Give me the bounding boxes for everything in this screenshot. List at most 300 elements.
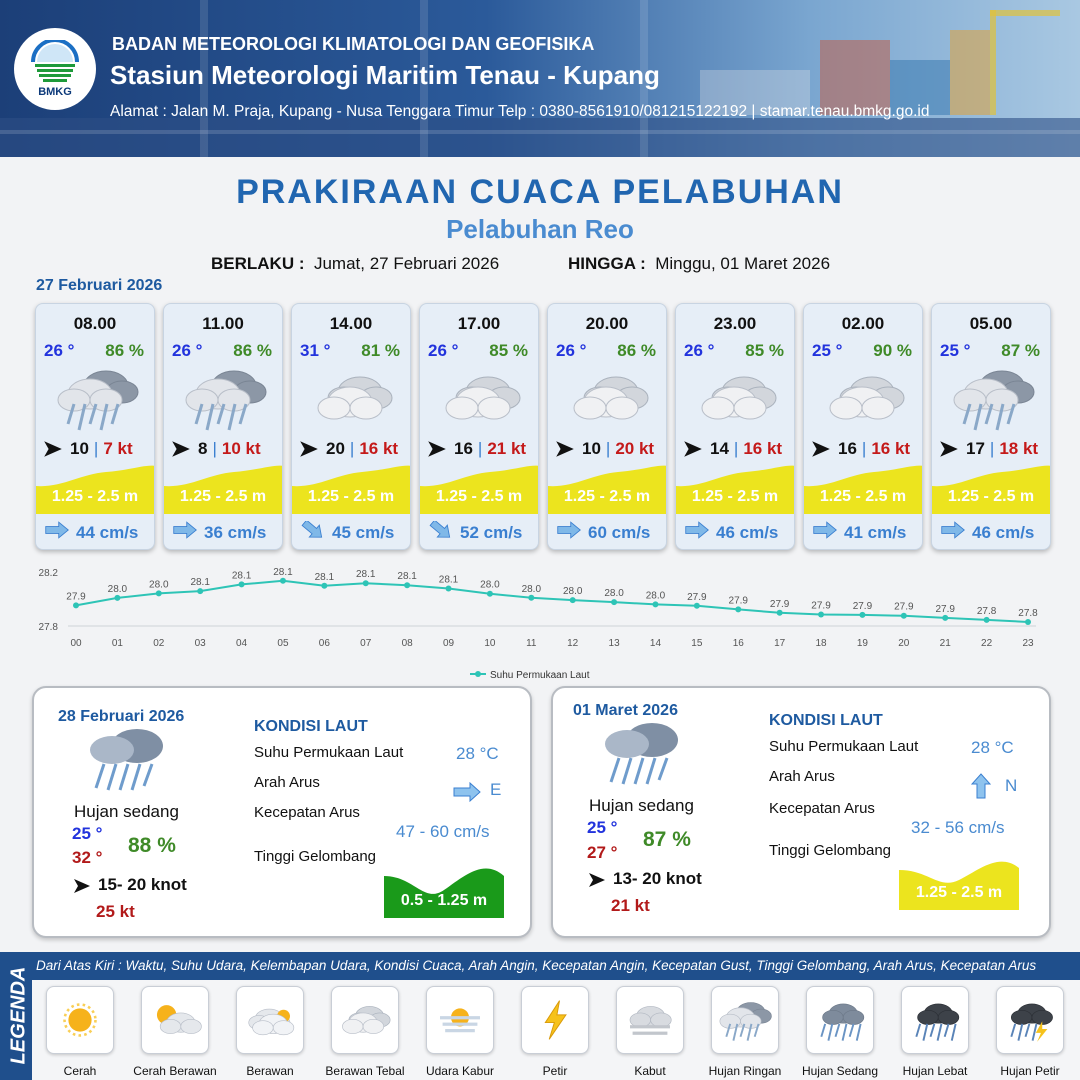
day1-sst: 28 °C xyxy=(456,744,499,763)
wind-row xyxy=(298,439,408,459)
legend-marker xyxy=(475,671,481,677)
legend-label: Berawan xyxy=(246,1064,294,1078)
current-arrow-north-icon xyxy=(971,772,991,800)
legend-side xyxy=(0,952,32,1080)
wind-arrow-icon xyxy=(298,440,320,458)
current-arrow-east-icon xyxy=(684,521,710,539)
legend-label: Petir xyxy=(542,1064,568,1078)
legend-icon-box xyxy=(426,986,494,1054)
day2-sst-label: Suhu Permukaan Laut xyxy=(769,738,919,755)
sst-point xyxy=(280,578,286,584)
forecast-temp: 26 ° xyxy=(172,341,203,360)
rain-light-icon xyxy=(180,362,270,434)
day2-condition: Hujan sedang xyxy=(589,796,694,815)
forecast-time: 20.00 xyxy=(585,314,629,333)
thick-cloud-icon xyxy=(692,362,782,434)
x-tick-label: 22 xyxy=(981,638,993,649)
legend-description: Dari Atas Kiri : Waktu, Suhu Udara, Kelembapan Udara, Kondisi Cuaca, Arah Angin, Kecepatan Angin, Kecepatan Gust, Tinggi Gelombang, Arah Arus, Kecepatan Arus xyxy=(36,958,1037,973)
forecast-temp: 26 ° xyxy=(428,341,459,360)
day2-wind: 13- 20 knot xyxy=(613,869,702,888)
y-tick-label: 28.2 xyxy=(38,568,58,579)
weather-icon-slot xyxy=(180,362,270,434)
wind-speed: 10 xyxy=(70,439,89,458)
sst-data-label: 28.1 xyxy=(231,570,252,582)
wind-arrow-icon xyxy=(682,440,704,458)
day1-panel xyxy=(32,686,532,938)
legend-item xyxy=(616,986,688,1054)
sst-point xyxy=(777,610,783,616)
legend-item xyxy=(996,986,1068,1054)
forecast-temp: 26 ° xyxy=(684,341,715,360)
wind-row xyxy=(170,439,280,459)
day1-speed-label: Kecepatan Arus xyxy=(254,804,360,821)
forecast-time: 11.00 xyxy=(202,314,244,333)
legend-item xyxy=(236,986,308,1054)
sst-data-label: 27.9 xyxy=(811,600,831,612)
wave-height: 1.25 - 2.5 m xyxy=(435,488,523,505)
day2-wave: 1.25 - 2.5 m xyxy=(915,884,1003,901)
forecast-humidity: 86 % xyxy=(617,341,656,360)
wind-row xyxy=(426,439,536,459)
day2-sst: 28 °C xyxy=(971,738,1014,757)
day1-current-speed: 47 - 60 cm/s xyxy=(396,822,490,841)
sst-data-label: 28.1 xyxy=(438,574,459,586)
current-arrow-east-icon xyxy=(940,521,966,539)
gust-speed: 21 kt xyxy=(487,439,527,458)
day2-temp-min: 25 ° xyxy=(587,818,618,837)
day2-current-dir: N xyxy=(1005,776,1018,795)
bmkg-logo xyxy=(14,28,96,110)
current-arrow-east-icon xyxy=(452,782,482,802)
current-row xyxy=(684,521,778,544)
legend-label: Hujan Ringan xyxy=(708,1064,782,1078)
wind-row xyxy=(42,439,152,459)
sst-point xyxy=(73,602,79,608)
x-tick-label: 12 xyxy=(567,638,579,649)
gust-speed: 10 kt xyxy=(221,439,261,458)
legend-item xyxy=(46,986,118,1054)
forecast-card xyxy=(291,303,411,550)
x-tick-label: 05 xyxy=(277,638,289,649)
wind-separator: | xyxy=(989,439,995,458)
gust-speed: 16 kt xyxy=(871,439,911,458)
sst-point xyxy=(942,615,948,621)
forecast-time: 23.00 xyxy=(713,314,757,333)
forecast-time: 14.00 xyxy=(329,314,373,333)
x-tick-label: 07 xyxy=(360,638,372,649)
current-row xyxy=(428,521,522,544)
x-tick-label: 17 xyxy=(774,638,786,649)
x-tick-label: 08 xyxy=(401,638,413,649)
sst-point xyxy=(404,582,410,588)
x-tick-label: 19 xyxy=(856,638,868,649)
sst-point xyxy=(694,603,700,609)
legend-icon-box xyxy=(521,986,589,1054)
wind-speed: 8 xyxy=(198,439,208,458)
wind-speed: 16 xyxy=(838,439,857,458)
legend-item xyxy=(521,986,593,1054)
x-tick-label: 01 xyxy=(111,638,123,649)
current-row xyxy=(300,521,394,544)
current-speed: 46 cm/s xyxy=(716,522,779,542)
weather-icon-slot xyxy=(436,362,526,434)
rain-heavy-icon xyxy=(906,996,964,1044)
legend-item xyxy=(331,986,403,1054)
current-row xyxy=(172,521,266,544)
valid-to xyxy=(568,254,830,274)
current-row xyxy=(812,521,906,544)
wind-speed: 16 xyxy=(454,439,473,458)
wind-row xyxy=(810,439,920,459)
sun-cloud-icon xyxy=(146,996,204,1044)
gust-speed: 18 kt xyxy=(999,439,1039,458)
x-tick-label: 06 xyxy=(318,638,330,649)
sst-point xyxy=(652,601,658,607)
x-tick-label: 13 xyxy=(608,638,620,649)
forecast-humidity: 87 % xyxy=(1001,341,1040,360)
day2-panel xyxy=(551,686,1051,938)
forecast-humidity: 90 % xyxy=(873,341,912,360)
sst-data-label: 28.1 xyxy=(273,566,293,578)
wind-speed: 10 xyxy=(582,439,601,458)
sst-point xyxy=(735,606,741,612)
sst-point xyxy=(859,612,865,618)
sst-data-label: 27.9 xyxy=(769,598,790,610)
day2-kondisi-title: KONDISI LAUT xyxy=(769,712,883,729)
day1-wind: 15- 20 knot xyxy=(98,875,187,894)
address-line: Alamat : Jalan M. Praja, Kupang - Nusa Tenggara Timur Telp : 0380-8561910/081215122192 | stamar.tenau.bmkg.go.id xyxy=(110,103,930,120)
wave-height: 1.25 - 2.5 m xyxy=(179,488,267,505)
legend-label: Hujan Petir xyxy=(1000,1064,1060,1078)
legend-icon-box xyxy=(996,986,1064,1054)
sst-data-label: 28.0 xyxy=(521,583,542,595)
legend-title: LEGENDA xyxy=(7,966,30,1065)
valid-to-value: Minggu, 01 Maret 2026 xyxy=(655,254,831,273)
sst-point xyxy=(363,580,369,586)
wind-speed: 20 xyxy=(326,439,345,458)
day2-speed-label: Kecepatan Arus xyxy=(769,800,875,817)
weather-icon-slot xyxy=(52,362,142,434)
sst-point xyxy=(570,597,576,603)
legend-label: Hujan Sedang xyxy=(801,1064,879,1078)
x-tick-label: 21 xyxy=(939,638,951,649)
sst-point xyxy=(487,591,493,597)
wind-separator: | xyxy=(733,439,739,458)
forecast-card xyxy=(931,303,1051,550)
thick-cloud-icon xyxy=(436,362,526,434)
day2-gust: 21 kt xyxy=(611,896,650,915)
legend-label: Cerah xyxy=(63,1064,97,1078)
forecast-temp: 26 ° xyxy=(44,341,75,360)
wave-height: 1.25 - 2.5 m xyxy=(307,488,395,505)
forecast-temp: 31 ° xyxy=(300,341,331,360)
forecast-card xyxy=(163,303,283,550)
legend-icon-box xyxy=(901,986,969,1054)
wind-separator: | xyxy=(605,439,611,458)
x-tick-label: 10 xyxy=(484,638,496,649)
valid-from-label: BERLAKU : xyxy=(211,254,305,273)
wind-row xyxy=(938,439,1048,459)
day1-date: 28 Februari 2026 xyxy=(58,708,185,725)
sst-point xyxy=(321,583,327,589)
thick-cloud-icon xyxy=(308,362,398,434)
page-title: PRAKIRAAN CUACA PELABUHAN xyxy=(236,173,844,211)
x-tick-label: 16 xyxy=(732,638,744,649)
forecast-humidity: 81 % xyxy=(361,341,400,360)
sst-data-label: 28.0 xyxy=(480,579,500,591)
current-speed: 60 cm/s xyxy=(588,522,651,542)
sst-data-label: 27.9 xyxy=(852,600,873,612)
day1-kondisi-title: KONDISI LAUT xyxy=(254,718,368,735)
x-tick-label: 09 xyxy=(442,638,455,649)
current-speed: 41 cm/s xyxy=(844,522,907,542)
wind-arrow-icon xyxy=(587,872,607,888)
current-arrow-east-icon xyxy=(172,521,198,539)
wind-separator: | xyxy=(861,439,867,458)
legend-item xyxy=(141,986,213,1054)
rain-light-icon xyxy=(716,996,774,1044)
day1-condition: Hujan sedang xyxy=(74,802,179,821)
weather-icon-slot xyxy=(308,362,398,434)
current-row xyxy=(556,521,650,544)
sst-data-label: 28.1 xyxy=(397,571,417,583)
wind-arrow-icon xyxy=(810,440,832,458)
fog-icon xyxy=(621,996,679,1044)
sun-icon xyxy=(51,996,109,1044)
current-arrow-southeast-icon xyxy=(300,521,326,539)
forecast-humidity: 86 % xyxy=(233,341,272,360)
forecast-time: 17.00 xyxy=(457,314,501,333)
current-row xyxy=(940,521,1034,544)
day2-date: 01 Maret 2026 xyxy=(573,702,678,719)
sst-point xyxy=(197,588,203,594)
current-speed: 46 cm/s xyxy=(972,522,1035,542)
legend-item xyxy=(806,986,878,1054)
wave-height: 1.25 - 2.5 m xyxy=(691,488,779,505)
current-arrow-southeast-icon xyxy=(428,521,454,539)
wind-arrow-icon xyxy=(72,878,92,894)
legend-label: Udara Kabur xyxy=(425,1064,495,1078)
legend-icon-box xyxy=(331,986,399,1054)
day1-current-dir: E xyxy=(490,780,502,799)
station-name: Stasiun Meteorologi Maritim Tenau - Kupang xyxy=(110,60,660,90)
legend-icon-box xyxy=(236,986,304,1054)
legend-label: Hujan Lebat xyxy=(902,1064,968,1078)
thick-cloud-icon xyxy=(564,362,654,434)
wind-row xyxy=(554,439,664,459)
sst-point xyxy=(156,590,162,596)
wave-height: 1.25 - 2.5 m xyxy=(947,488,1035,505)
legend-icon-box xyxy=(616,986,684,1054)
legend-label: Kabut xyxy=(634,1064,666,1078)
gust-speed: 16 kt xyxy=(743,439,783,458)
x-tick-label: 00 xyxy=(70,638,82,649)
forecast-card xyxy=(35,303,155,550)
wind-arrow-icon xyxy=(42,440,64,458)
x-tick-label: 11 xyxy=(526,638,537,649)
weather-icon-slot xyxy=(948,362,1038,434)
wave-height: 1.25 - 2.5 m xyxy=(819,488,907,505)
gust-speed: 16 kt xyxy=(359,439,399,458)
forecast-card xyxy=(419,303,539,550)
forecast-temp: 26 ° xyxy=(556,341,587,360)
sst-data-label: 28.0 xyxy=(149,579,169,591)
legend-icon-box xyxy=(711,986,779,1054)
port-name: Pelabuhan Reo xyxy=(446,214,634,244)
x-tick-label: 04 xyxy=(236,638,248,649)
lightning-icon xyxy=(526,996,584,1044)
legend-label: Berawan Tebal xyxy=(325,1064,405,1078)
wind-arrow-icon xyxy=(426,440,448,458)
x-tick-label: 18 xyxy=(815,638,827,649)
sst-data-label: 27.9 xyxy=(894,601,914,613)
x-tick-label: 20 xyxy=(898,638,910,649)
forecast-time: 08.00 xyxy=(73,314,117,333)
sst-data-label: 27.9 xyxy=(687,591,707,603)
weather-icon-slot xyxy=(692,362,782,434)
thick-cloud-icon xyxy=(820,362,910,434)
wind-speed: 14 xyxy=(710,439,729,458)
day2-humidity: 87 % xyxy=(643,828,691,851)
sst-data-label: 28.1 xyxy=(356,569,376,581)
sst-data-label: 27.9 xyxy=(728,595,748,607)
haze-icon xyxy=(431,996,489,1044)
sst-data-label: 27.8 xyxy=(976,605,997,617)
current-speed: 44 cm/s xyxy=(76,522,139,542)
sst-data-label: 28.0 xyxy=(604,588,624,600)
sst-data-label: 28.1 xyxy=(190,577,210,589)
logo-text: BMKG xyxy=(38,86,72,98)
forecast-card xyxy=(547,303,667,550)
sst-data-label: 28.0 xyxy=(107,583,128,595)
x-tick-label: 02 xyxy=(153,638,165,649)
sst-point xyxy=(984,617,990,623)
sst-line-chart xyxy=(30,562,1050,682)
x-tick-label: 23 xyxy=(1022,638,1034,649)
forecast-temp: 25 ° xyxy=(812,341,843,360)
current-speed: 52 cm/s xyxy=(460,522,523,542)
day1-humidity: 88 % xyxy=(128,834,176,857)
org-name: BADAN METEOROLOGI KLIMATOLOGI DAN GEOFISIKA xyxy=(112,34,595,54)
sst-point xyxy=(528,595,534,601)
wind-speed: 17 xyxy=(966,439,985,458)
rain-light-icon xyxy=(948,362,1038,434)
thick-cloud-icon xyxy=(336,996,394,1044)
x-tick-label: 03 xyxy=(194,638,206,649)
day1-temp-min: 25 ° xyxy=(72,824,103,843)
wave-height: 1.25 - 2.5 m xyxy=(563,488,651,505)
wind-arrow-icon xyxy=(554,440,576,458)
day2-wave-label: Tinggi Gelombang xyxy=(769,842,892,859)
day2-temp-max: 27 ° xyxy=(587,843,618,862)
sst-point xyxy=(818,612,824,618)
cloud-sun-icon xyxy=(241,996,299,1044)
current-arrow-east-icon xyxy=(556,521,582,539)
day2-current-speed: 32 - 56 cm/s xyxy=(911,818,1005,837)
day2-dir-label: Arah Arus xyxy=(769,768,835,785)
x-tick-label: 14 xyxy=(649,638,662,649)
sst-point xyxy=(114,595,120,601)
legend-icon-box xyxy=(806,986,874,1054)
current-row xyxy=(44,521,138,544)
forecast-time: 05.00 xyxy=(969,314,1013,333)
sst-data-label: 27.9 xyxy=(935,603,955,615)
day1-wave-label: Tinggi Gelombang xyxy=(254,848,377,865)
weather-icon-slot xyxy=(820,362,910,434)
day1-temp-max: 32 ° xyxy=(72,848,103,867)
forecast-humidity: 85 % xyxy=(745,341,784,360)
weather-icon-slot xyxy=(564,362,654,434)
legend-icon-box xyxy=(141,986,209,1054)
sst-data-label: 28.0 xyxy=(562,586,583,598)
legend-label: Cerah Berawan xyxy=(133,1064,217,1078)
sst-data-label: 28.1 xyxy=(314,571,335,583)
forecast-time: 02.00 xyxy=(841,314,885,333)
current-speed: 45 cm/s xyxy=(332,522,395,542)
sst-data-label: 27.8 xyxy=(1018,607,1038,619)
legend-label: Suhu Permukaan Laut xyxy=(490,670,590,681)
sst-point xyxy=(446,585,452,591)
forecast-temp: 25 ° xyxy=(940,341,971,360)
wind-separator: | xyxy=(349,439,355,458)
forecast-humidity: 85 % xyxy=(489,341,528,360)
day1-gust: 25 kt xyxy=(96,902,135,921)
wind-separator: | xyxy=(93,439,99,458)
valid-to-label: HINGGA : xyxy=(568,254,646,273)
sst-series-line xyxy=(76,581,1028,622)
legend-item xyxy=(711,986,783,1054)
valid-from-value: Jumat, 27 Februari 2026 xyxy=(313,254,500,273)
wind-row xyxy=(682,439,792,459)
sst-point xyxy=(611,599,617,605)
valid-from xyxy=(211,254,499,274)
sst-data-label: 28.0 xyxy=(645,590,666,602)
day0-date: 27 Februari 2026 xyxy=(36,277,163,294)
wind-separator: | xyxy=(212,439,217,458)
x-tick-label: 15 xyxy=(691,638,703,649)
wind-arrow-icon xyxy=(170,440,192,458)
legend-item xyxy=(426,986,498,1054)
sst-data-label: 27.9 xyxy=(66,591,86,603)
sst-point xyxy=(1025,619,1031,625)
gust-speed: 7 kt xyxy=(103,439,133,458)
day1-dir-label: Arah Arus xyxy=(254,774,320,791)
gust-speed: 20 kt xyxy=(615,439,655,458)
rain-moderate-icon xyxy=(597,718,687,788)
y-tick-label: 27.8 xyxy=(38,622,58,633)
sst-point xyxy=(901,613,907,619)
rain-moderate-icon xyxy=(811,996,869,1044)
thunderstorm-icon xyxy=(1001,996,1059,1044)
rain-moderate-icon xyxy=(82,724,172,794)
day1-wave: 0.5 - 1.25 m xyxy=(400,892,488,909)
day1-sst-label: Suhu Permukaan Laut xyxy=(254,744,404,761)
forecast-card xyxy=(675,303,795,550)
wind-separator: | xyxy=(477,439,483,458)
wind-arrow-icon xyxy=(938,440,960,458)
rain-light-icon xyxy=(52,362,142,434)
legend-item xyxy=(901,986,973,1054)
current-arrow-east-icon xyxy=(44,521,70,539)
legend-icon-box xyxy=(46,986,114,1054)
current-arrow-east-icon xyxy=(812,521,838,539)
current-speed: 36 cm/s xyxy=(204,522,267,542)
forecast-card xyxy=(803,303,923,550)
sst-point xyxy=(239,581,245,587)
wave-height: 1.25 - 2.5 m xyxy=(51,488,139,505)
header-banner xyxy=(0,0,1080,157)
forecast-humidity: 86 % xyxy=(105,341,144,360)
